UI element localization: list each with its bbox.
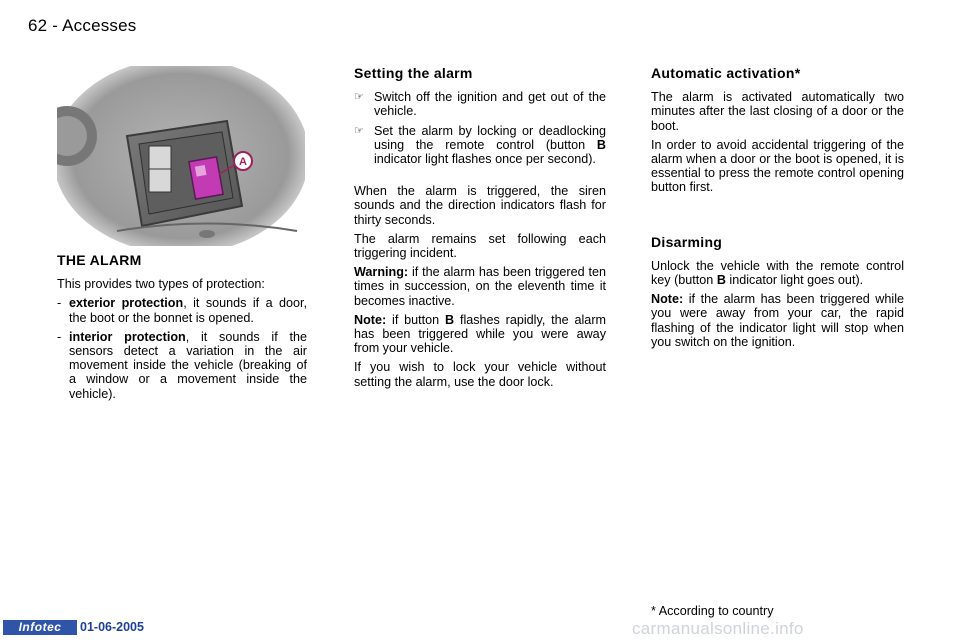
note-label: Note: [354,312,387,327]
title-separator: - [52,16,59,35]
disarm-p1 [651,259,904,287]
note-label: Note: [651,292,684,307]
bullet-switch-off-text: Switch off the ignition and get out of the vehicle. [374,90,606,119]
disarm-note [651,292,904,349]
para-triggered: When the alarm is triggered, the siren sounds and the direction indicators flash for thirty seconds. [354,184,606,227]
alarm-button-illustration [57,66,305,246]
auto-activation-p1: The alarm is activated automatically two minutes after the last closing of a door or the boot. [651,90,904,133]
section-title: Accesses [62,16,137,35]
hand-pointer-icon: ☞ [354,91,364,104]
para-warning [354,265,606,308]
bullet-set-alarm [354,124,606,167]
warning-label: Warning: [354,265,409,280]
para-lock-without-alarm: If you wish to lock your vehicle without setting the alarm, use the door lock. [354,360,606,389]
label-a: A [239,156,247,168]
bullet-set-alarm-post: indicator light flashes once per second). [374,152,596,167]
bullet-switch-off [354,90,606,118]
infotec-logo: Infotec [3,620,77,635]
disarm-note-text: if the alarm has been triggered while you were away from your car, the rapid flashing of the indicator light will stop when you switch on the ignition. [651,292,904,349]
page-title [28,16,136,36]
para-note [354,313,606,356]
bullet-set-alarm-pre: Set the alarm by locking or deadlocking using the remote control (button [374,123,606,152]
watermark: carmanualsonline.info [632,619,804,638]
edition-date: 01-06-2005 [80,620,144,634]
disarm-pre: Unlock the vehicle with the remote control key (button [651,258,904,288]
footnote: * According to country [651,604,774,618]
dash-marker: - [57,329,62,344]
dashboard-illustration [57,66,305,246]
heading-automatic-activation: Automatic activation* [651,65,801,81]
button-b-key: B [445,312,455,327]
alarm-button [189,157,223,199]
para-remains-set: The alarm remains set following each triggering incident. [354,231,606,261]
column-alarm-overview [57,253,307,406]
dash-marker: - [57,296,62,311]
auto-activation-p2: In order to avoid accidental triggering of the alarm when a door or the boot is opened, it is essential to press the remote control opening button first. [651,137,904,195]
column-setting-alarm [354,66,606,394]
heading-setting-the-alarm: Setting the alarm [354,65,473,81]
exterior-protection-term: exterior protection [69,296,184,311]
interior-protection-item [57,330,307,401]
page-number: 62 [28,16,48,35]
column-activation-disarming [651,66,904,354]
exterior-protection-item [57,296,307,324]
alarm-intro: This provides two types of protection: [57,277,265,292]
note-pre: if button [386,312,445,327]
exterior-protection-text: , it sounds if a door, the boot or the bonnet is opened. [69,296,307,325]
interior-protection-text: , it sounds if the sensors detect a variation in the air movement inside the vehicle (breaking of a window or a movement inside the vehicle). [69,329,307,401]
button-b-key: B [596,137,606,152]
heading-the-alarm: THE ALARM [57,252,142,268]
disarm-post: indicator light goes out). [725,273,864,288]
interior-protection-term: interior protection [69,329,186,344]
heading-disarming: Disarming [651,233,723,250]
warning-text: if the alarm has been triggered ten times in succession, on the eleventh time it becomes inactive. [354,265,606,308]
button-b-key: B [716,273,726,288]
hand-pointer-icon: ☞ [354,124,364,137]
note-post: flashes rapidly, the alarm has been triggered while you were away from your vehicle. [354,312,606,356]
